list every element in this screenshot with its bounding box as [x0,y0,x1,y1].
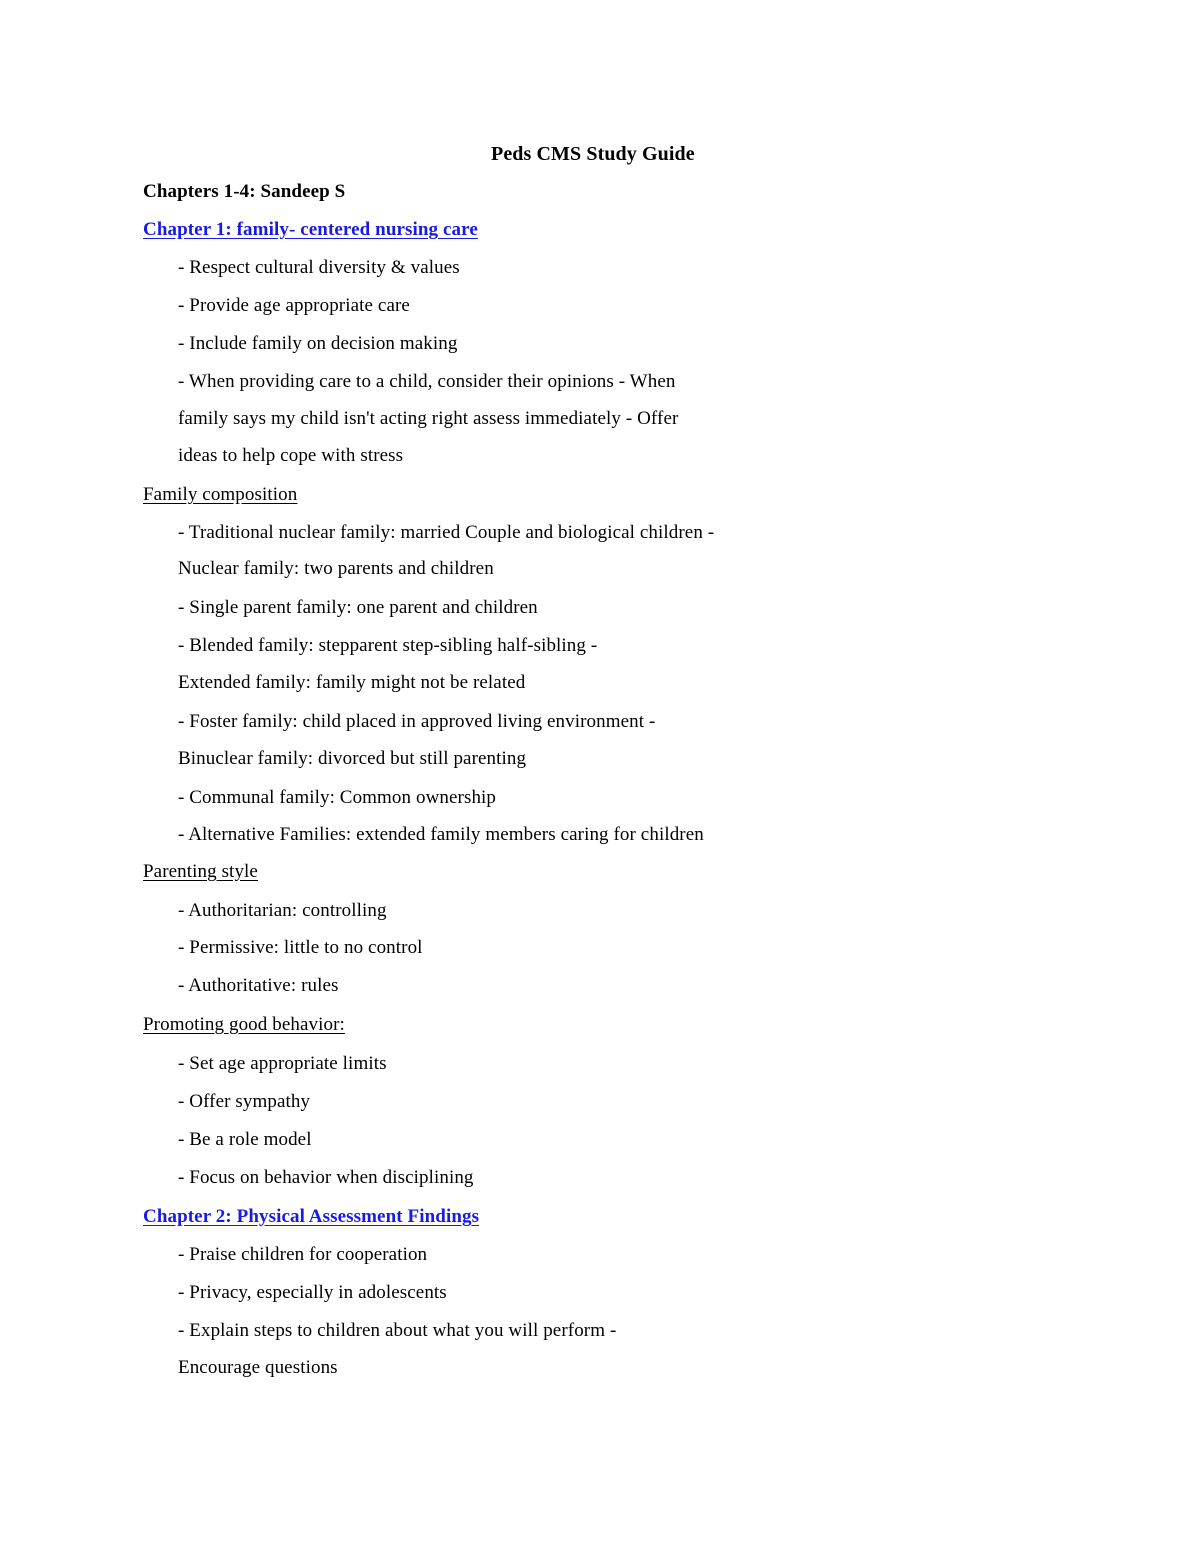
list-item: - Set age appropriate limits [178,1053,387,1074]
list-item: Binuclear family: divorced but still parenting [178,748,527,769]
list-item: - Privacy, especially in adolescents [178,1282,447,1303]
promoting-good-behavior-heading: Promoting good behavior: [143,1014,345,1035]
list-item: - Praise children for cooperation [178,1244,428,1265]
list-item: ideas to help cope with stress [178,445,404,466]
list-item: - Traditional nuclear family: married Couple and biological children - [178,522,715,543]
page-title: Peds CMS Study Guide [491,143,695,165]
list-item: - Respect cultural diversity & values [178,257,460,278]
chapter-2-heading-link[interactable]: Chapter 2: Physical Assessment Findings [143,1206,480,1227]
chapter-1-heading-link[interactable]: Chapter 1: family- centered nursing care [143,219,478,240]
list-item: Nuclear family: two parents and children [178,558,494,579]
parenting-style-heading: Parenting style [143,861,258,882]
list-item: - Be a role model [178,1129,312,1150]
list-item: - When providing care to a child, consider their opinions - When [178,371,676,392]
list-item: - Blended family: stepparent step-sibling half-sibling - [178,635,598,656]
list-item: Extended family: family might not be related [178,672,526,693]
list-item: - Include family on decision making [178,333,458,354]
list-item: - Authoritarian: controlling [178,900,387,921]
list-item: - Alternative Families: extended family members caring for children [178,824,704,845]
list-item: - Provide age appropriate care [178,295,410,316]
list-item: - Permissive: little to no control [178,937,423,958]
list-item: - Authoritative: rules [178,975,339,996]
list-item: Encourage questions [178,1357,338,1378]
list-item: - Communal family: Common ownership [178,787,497,808]
list-item: - Foster family: child placed in approved living environment - [178,711,656,732]
list-item: - Single parent family: one parent and children [178,597,538,618]
list-item: - Offer sympathy [178,1091,311,1112]
author-line: Chapters 1-4: Sandeep S [143,181,346,202]
list-item: family says my child isn't acting right assess immediately - Offer [178,408,679,429]
family-composition-heading: Family composition [143,484,298,505]
list-item: - Explain steps to children about what you will perform - [178,1320,617,1341]
list-item: - Focus on behavior when disciplining [178,1167,474,1188]
